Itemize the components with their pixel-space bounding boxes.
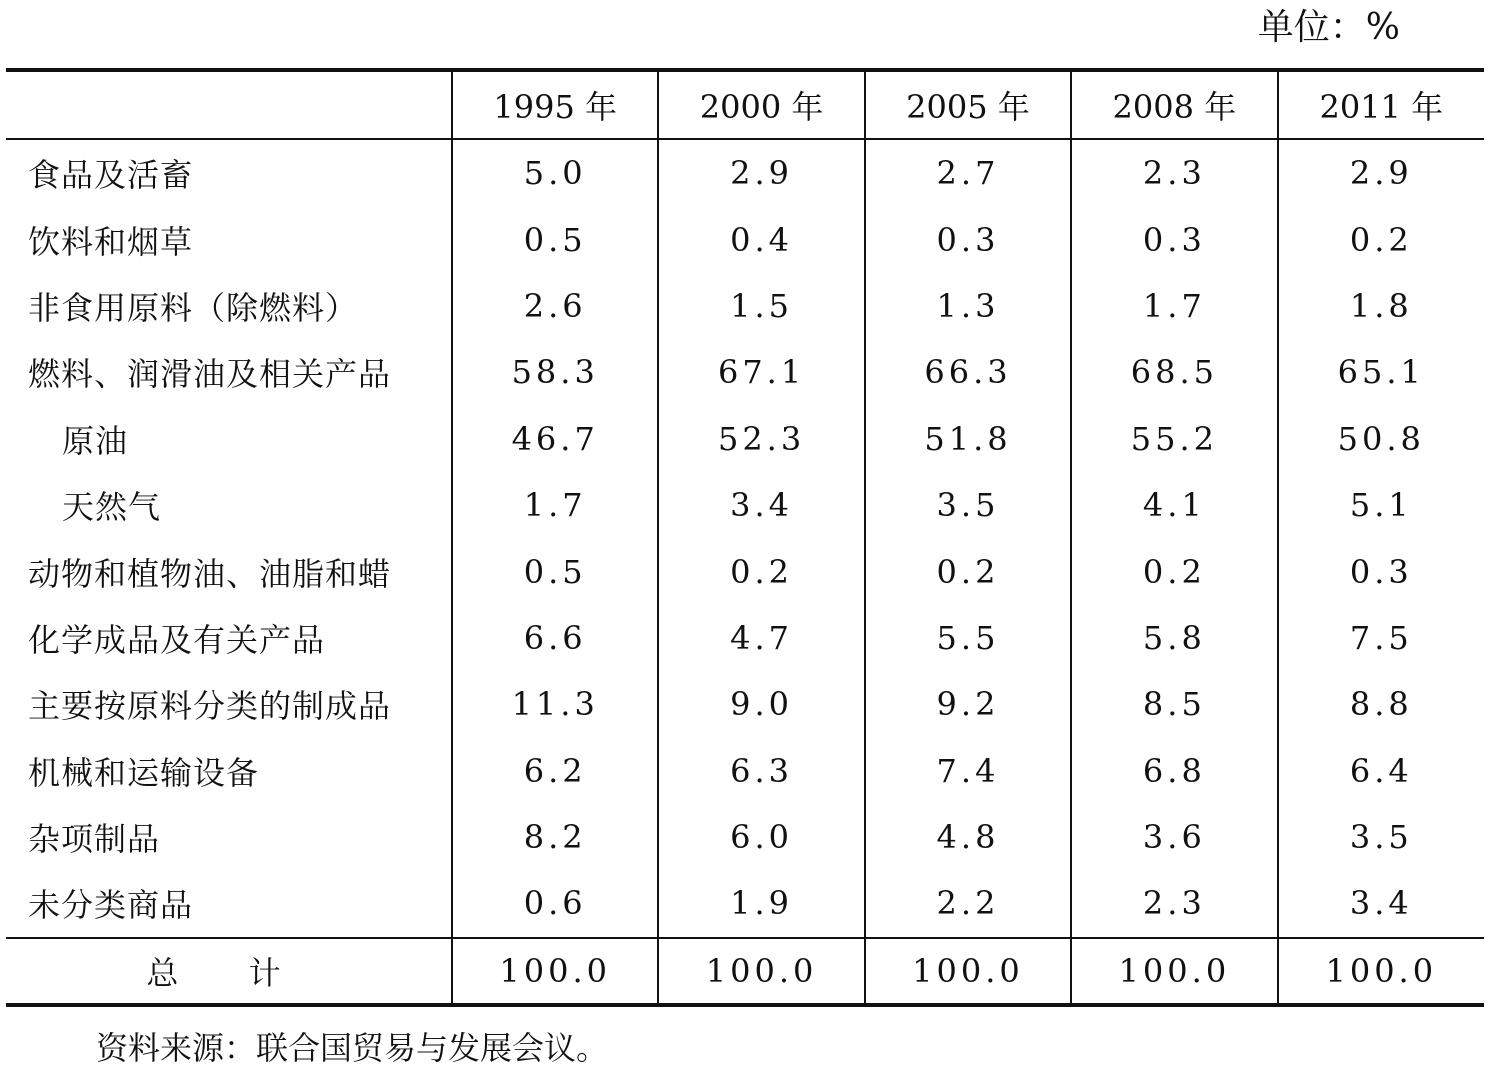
source-note: 资料来源：联合国贸易与发展会议。 <box>96 1029 609 1067</box>
table-cell: 5.1 <box>1278 472 1484 538</box>
total-label: 总 计 <box>6 938 452 1005</box>
table-cell: 66.3 <box>865 339 1071 405</box>
table-row <box>6 206 1484 272</box>
row-label: 杂项制品 <box>28 820 161 859</box>
table-cell: 0.2 <box>1278 206 1484 272</box>
table-cell: 2.3 <box>1071 139 1277 206</box>
table-cell: 0.3 <box>1278 538 1484 604</box>
row-label: 饮料和烟草 <box>28 222 194 261</box>
table-cell: 1.3 <box>865 273 1071 339</box>
table-cell: 4.7 <box>658 605 864 671</box>
table-row <box>6 671 1484 737</box>
table-cell: 0.3 <box>865 206 1071 272</box>
table-row <box>6 605 1484 671</box>
row-label: 未分类商品 <box>28 886 194 925</box>
table-cell: 1.9 <box>658 870 864 937</box>
table-cell: 2.3 <box>1071 870 1277 937</box>
table-cell: 0.5 <box>452 538 658 604</box>
table-cell: 1.7 <box>452 472 658 538</box>
row-label: 主要按原料分类的制成品 <box>28 687 392 726</box>
table-cell: 50.8 <box>1278 406 1484 472</box>
table-cell: 58.3 <box>452 339 658 405</box>
table-cell: 0.2 <box>658 538 864 604</box>
header-cell-category <box>6 70 452 139</box>
table-row <box>6 472 1484 538</box>
table-cell: 2.9 <box>1278 139 1484 206</box>
header-row <box>6 70 1484 139</box>
table-cell: 3.6 <box>1071 804 1277 870</box>
table-cell: 1.5 <box>658 273 864 339</box>
table-cell: 6.3 <box>658 738 864 804</box>
table-cell: 0.5 <box>452 206 658 272</box>
table-cell: 55.2 <box>1071 406 1277 472</box>
table-cell: 4.8 <box>865 804 1071 870</box>
table-cell: 0.6 <box>452 870 658 937</box>
table-cell: 5.8 <box>1071 605 1277 671</box>
total-row <box>6 938 1484 1005</box>
table-cell: 46.7 <box>452 406 658 472</box>
total-cell: 100.0 <box>658 938 864 1005</box>
table-cell: 9.0 <box>658 671 864 737</box>
row-label: 机械和运输设备 <box>28 753 260 792</box>
table-cell: 51.8 <box>865 406 1071 472</box>
table-cell: 6.6 <box>452 605 658 671</box>
header-cell-2011: 2011 年 <box>1278 70 1484 139</box>
row-label: 动物和植物油、油脂和蜡 <box>28 554 392 593</box>
table-row <box>6 273 1484 339</box>
table-cell: 5.5 <box>865 605 1071 671</box>
table-cell: 8.5 <box>1071 671 1277 737</box>
table-cell: 68.5 <box>1071 339 1277 405</box>
table-row <box>6 139 1484 206</box>
table-cell: 67.1 <box>658 339 864 405</box>
header-cell-1995: 1995 年 <box>452 70 658 139</box>
table-cell: 3.4 <box>1278 870 1484 937</box>
table-row <box>6 870 1484 937</box>
table-cell: 4.1 <box>1071 472 1277 538</box>
table-cell: 7.4 <box>865 738 1071 804</box>
total-cell: 100.0 <box>1278 938 1484 1005</box>
table-cell: 52.3 <box>658 406 864 472</box>
table-cell: 7.5 <box>1278 605 1484 671</box>
table-cell: 2.6 <box>452 273 658 339</box>
data-table <box>6 68 1484 1007</box>
header-cell-2005: 2005 年 <box>865 70 1071 139</box>
table-cell: 6.4 <box>1278 738 1484 804</box>
table-row <box>6 738 1484 804</box>
table-cell: 8.2 <box>452 804 658 870</box>
row-label: 天然气 <box>62 488 162 527</box>
table-cell: 2.7 <box>865 139 1071 206</box>
table-cell: 8.8 <box>1278 671 1484 737</box>
table-cell: 9.2 <box>865 671 1071 737</box>
row-label: 燃料、润滑油及相关产品 <box>28 355 392 394</box>
table-cell: 6.8 <box>1071 738 1277 804</box>
total-cell: 100.0 <box>865 938 1071 1005</box>
table-cell: 3.4 <box>658 472 864 538</box>
table-cell: 0.2 <box>1071 538 1277 604</box>
table-cell: 65.1 <box>1278 339 1484 405</box>
table-cell: 2.9 <box>658 139 864 206</box>
table-row <box>6 804 1484 870</box>
row-label: 食品及活畜 <box>28 156 194 195</box>
table-cell: 11.3 <box>452 671 658 737</box>
table-row <box>6 538 1484 604</box>
table-cell: 1.7 <box>1071 273 1277 339</box>
row-label: 原油 <box>62 421 129 460</box>
table-row <box>6 406 1484 472</box>
table-cell: 0.3 <box>1071 206 1277 272</box>
table-cell: 0.2 <box>865 538 1071 604</box>
header-cell-2000: 2000 年 <box>658 70 864 139</box>
table-cell: 6.0 <box>658 804 864 870</box>
table-cell: 1.8 <box>1278 273 1484 339</box>
row-label: 化学成品及有关产品 <box>28 620 326 659</box>
table-cell: 5.0 <box>452 139 658 206</box>
unit-label: 单位：% <box>1257 7 1400 48</box>
total-cell: 100.0 <box>452 938 658 1005</box>
table-cell: 3.5 <box>1278 804 1484 870</box>
total-cell: 100.0 <box>1071 938 1277 1005</box>
header-cell-2008: 2008 年 <box>1071 70 1277 139</box>
table-cell: 3.5 <box>865 472 1071 538</box>
row-label: 非食用原料（除燃料） <box>28 288 359 327</box>
table-cell: 0.4 <box>658 206 864 272</box>
table-cell: 2.2 <box>865 870 1071 937</box>
table-cell: 6.2 <box>452 738 658 804</box>
table-row <box>6 339 1484 405</box>
